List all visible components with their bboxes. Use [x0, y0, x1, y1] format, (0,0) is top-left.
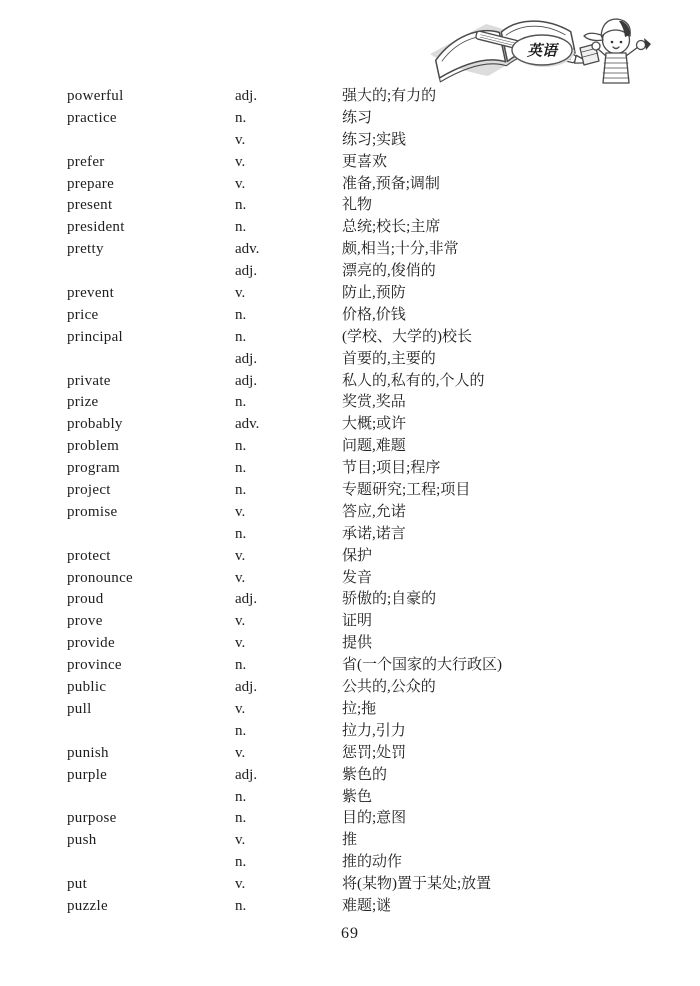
table-row — [0, 830, 700, 852]
word-cell: practice — [67, 109, 117, 126]
word-cell: prevent — [67, 285, 115, 302]
word-cell: pronounce — [67, 569, 134, 586]
table-row — [0, 174, 700, 196]
header-illustration — [418, 0, 670, 90]
definition-cell: 奖赏,奖品 — [342, 394, 406, 411]
part-of-speech-cell: adv. — [235, 241, 260, 258]
part-of-speech-cell: v. — [235, 547, 246, 564]
table-row — [0, 283, 700, 305]
word-cell: pull — [67, 700, 92, 717]
table-row — [0, 152, 700, 174]
table-row — [0, 743, 700, 765]
part-of-speech-cell: n. — [235, 328, 247, 345]
part-of-speech-cell: adj. — [235, 372, 258, 389]
part-of-speech-cell: n. — [235, 722, 247, 739]
word-cell: price — [67, 306, 99, 323]
part-of-speech-cell: n. — [235, 897, 247, 914]
definition-cell: 大概;或许 — [342, 416, 407, 433]
part-of-speech-cell: adj. — [235, 263, 258, 280]
part-of-speech-cell: n. — [235, 657, 247, 674]
table-row — [0, 436, 700, 458]
word-cell: present — [67, 197, 113, 214]
definition-cell: 颇,相当;十分,非常 — [342, 241, 459, 258]
table-row — [0, 787, 700, 809]
definition-cell: 提供 — [342, 635, 373, 652]
word-cell — [67, 852, 235, 874]
part-of-speech-cell: v. — [235, 700, 246, 717]
word-cell: principal — [67, 328, 124, 345]
definition-cell: 更喜欢 — [342, 153, 388, 170]
header-illustration-svg — [418, 0, 670, 90]
part-of-speech-cell: v. — [235, 153, 246, 170]
table-row — [0, 414, 700, 436]
definition-cell: 紫色 — [342, 788, 373, 805]
definition-cell: 准备,预备;调制 — [342, 175, 440, 192]
part-of-speech-cell: n. — [235, 197, 247, 214]
definition-cell: 练习;实践 — [342, 131, 407, 148]
part-of-speech-cell: v. — [235, 285, 246, 302]
definition-cell: 强大的;有力的 — [342, 88, 437, 104]
table-row — [0, 195, 700, 217]
table-row — [0, 502, 700, 524]
part-of-speech-cell: adv. — [235, 416, 260, 433]
word-cell: purple — [67, 766, 108, 783]
definition-cell: 答应,允诺 — [342, 503, 406, 520]
table-row — [0, 524, 700, 546]
word-cell: pretty — [67, 241, 104, 258]
part-of-speech-cell: n. — [235, 482, 247, 499]
part-of-speech-cell: n. — [235, 438, 247, 455]
definition-cell: 价格,价钱 — [342, 306, 406, 323]
part-of-speech-cell: n. — [235, 460, 247, 477]
word-cell — [67, 721, 235, 743]
definition-cell: 专题研究;工程;项目 — [342, 482, 471, 499]
part-of-speech-cell: n. — [235, 219, 247, 236]
definition-cell: 难题;谜 — [342, 897, 392, 914]
part-of-speech-cell: v. — [235, 876, 246, 893]
table-row — [0, 655, 700, 677]
definition-cell: 推 — [342, 832, 358, 849]
word-cell: probably — [67, 416, 123, 433]
definition-cell: (学校、大学的)校长 — [342, 328, 472, 345]
table-row — [0, 568, 700, 590]
definition-cell: 防止,预防 — [342, 285, 406, 302]
table-row — [0, 721, 700, 743]
definition-cell: 承诺,诺言 — [342, 525, 406, 542]
table-row — [0, 349, 700, 371]
word-cell: promise — [67, 503, 118, 520]
part-of-speech-cell: v. — [235, 744, 246, 761]
part-of-speech-cell: adj. — [235, 679, 258, 696]
table-row — [0, 130, 700, 152]
part-of-speech-cell: v. — [235, 503, 246, 520]
word-cell: prefer — [67, 153, 105, 170]
subject-badge-label: 英语 — [526, 42, 558, 60]
part-of-speech-cell: v. — [235, 131, 246, 148]
word-cell: prove — [67, 613, 103, 630]
subject-badge — [512, 35, 574, 67]
part-of-speech-cell: v. — [235, 635, 246, 652]
word-cell: puzzle — [67, 897, 108, 914]
definition-cell: 将(某物)置于某处;放置 — [342, 876, 492, 893]
word-cell: president — [67, 219, 125, 236]
word-cell: province — [67, 657, 122, 674]
word-cell: protect — [67, 547, 111, 564]
word-cell: public — [67, 679, 107, 696]
table-row — [0, 852, 700, 874]
word-cell — [67, 130, 235, 152]
table-row — [0, 261, 700, 283]
word-cell — [67, 524, 235, 546]
word-cell — [67, 349, 235, 371]
definition-cell: 拉;拖 — [342, 700, 377, 717]
page-number: 69 — [341, 925, 359, 942]
word-cell: proud — [67, 591, 104, 608]
word-cell: private — [67, 372, 111, 389]
table-row — [0, 633, 700, 655]
word-cell: provide — [67, 635, 115, 652]
definition-cell: 礼物 — [342, 197, 373, 214]
definition-cell: 公共的,公众的 — [342, 679, 436, 696]
definition-cell: 私人的,私有的,个人的 — [342, 372, 485, 389]
definition-cell: 总统;校长;主席 — [342, 219, 441, 236]
table-row — [0, 327, 700, 349]
part-of-speech-cell: n. — [235, 810, 247, 827]
definition-cell: 目的;意图 — [342, 810, 407, 827]
part-of-speech-cell: n. — [235, 788, 247, 805]
definition-cell: 节目;项目;程序 — [342, 460, 441, 477]
table-row — [0, 896, 700, 918]
table-row — [0, 86, 700, 108]
table-row — [0, 699, 700, 721]
part-of-speech-cell: n. — [235, 394, 247, 411]
table-row — [0, 546, 700, 568]
part-of-speech-cell: v. — [235, 175, 246, 192]
table-row — [0, 808, 700, 830]
cartoon-boy-icon — [580, 19, 651, 83]
definition-cell: 首要的,主要的 — [342, 350, 436, 367]
word-cell: prepare — [67, 175, 115, 192]
word-cell: purpose — [67, 810, 117, 827]
part-of-speech-cell: n. — [235, 109, 247, 126]
table-row — [0, 480, 700, 502]
table-row — [0, 305, 700, 327]
part-of-speech-cell: adj. — [235, 350, 258, 367]
definition-cell: 惩罚;处罚 — [342, 744, 407, 761]
word-cell — [67, 261, 235, 283]
word-cell: program — [67, 460, 120, 477]
definition-cell: 拉力,引力 — [342, 722, 406, 739]
definition-cell: 问题,难题 — [342, 438, 406, 455]
definition-cell: 证明 — [342, 613, 373, 630]
part-of-speech-cell: n. — [235, 854, 247, 871]
table-row — [0, 371, 700, 393]
definition-cell: 发音 — [342, 569, 373, 586]
definition-cell: 紫色的 — [342, 766, 388, 783]
definition-cell: 练习 — [342, 109, 373, 126]
table-row — [0, 677, 700, 699]
definition-cell: 省(一个国家的大行政区) — [342, 657, 502, 674]
word-cell: punish — [67, 744, 109, 761]
vocab-table — [0, 86, 700, 918]
part-of-speech-cell: n. — [235, 525, 247, 542]
definition-cell: 漂亮的,俊俏的 — [342, 263, 436, 280]
word-cell: push — [67, 832, 97, 849]
table-row — [0, 611, 700, 633]
definition-cell: 保护 — [342, 547, 373, 564]
table-row — [0, 874, 700, 896]
table-row — [0, 392, 700, 414]
word-cell: problem — [67, 438, 120, 455]
table-row — [0, 239, 700, 261]
part-of-speech-cell: adj. — [235, 766, 258, 783]
part-of-speech-cell: n. — [235, 306, 247, 323]
definition-cell: 骄傲的;自豪的 — [342, 591, 437, 608]
table-row — [0, 458, 700, 480]
word-cell — [67, 787, 235, 809]
part-of-speech-cell: v. — [235, 613, 246, 630]
definition-cell: 推的动作 — [342, 854, 403, 871]
word-cell: put — [67, 876, 88, 893]
table-row — [0, 108, 700, 130]
table-row — [0, 765, 700, 787]
part-of-speech-cell: v. — [235, 832, 246, 849]
word-cell: powerful — [67, 88, 124, 104]
table-row — [0, 589, 700, 611]
word-cell: project — [67, 482, 111, 499]
table-row — [0, 217, 700, 239]
word-cell: prize — [67, 394, 99, 411]
part-of-speech-cell: v. — [235, 569, 246, 586]
part-of-speech-cell: adj. — [235, 591, 258, 608]
part-of-speech-cell: adj. — [235, 88, 258, 104]
